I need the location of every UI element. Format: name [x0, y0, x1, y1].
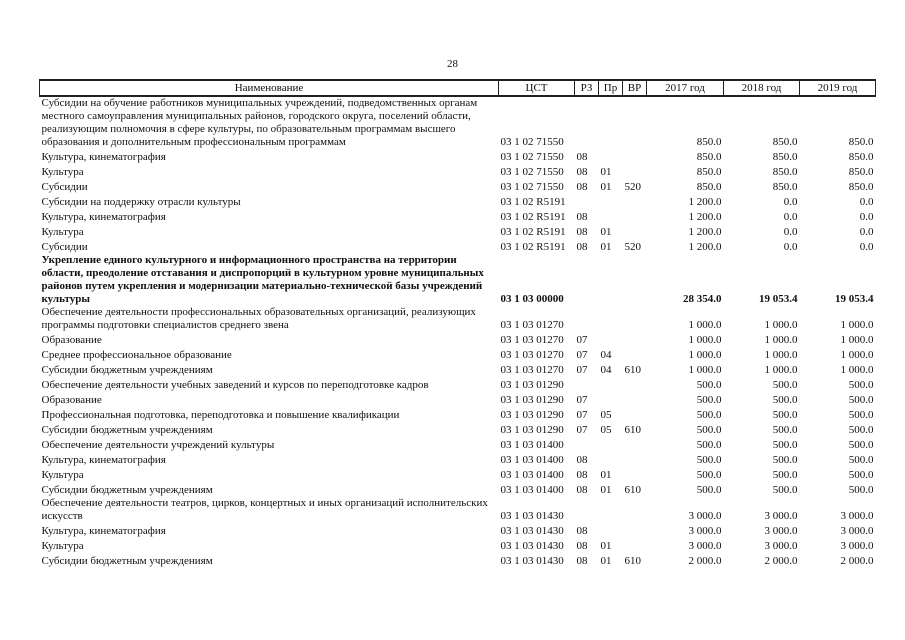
cell-pr: 04 — [600, 349, 612, 361]
cell-y2019: 500.0 — [848, 439, 874, 451]
cell-pr — [599, 497, 623, 523]
cell-cst: 03 1 02 R5191 — [500, 241, 566, 253]
cell-cst: 03 1 03 00000 — [500, 293, 564, 305]
cell-y2018: 19 053.4 — [759, 293, 798, 305]
cell-rz: 08 — [576, 469, 588, 481]
table-row — [40, 306, 876, 332]
cell-y2017: 1 200.0 — [688, 226, 722, 238]
table-row — [40, 179, 876, 194]
cell-y2018: 850.0 — [772, 151, 798, 163]
cell-cst: 03 1 02 71550 — [500, 166, 564, 178]
table-row — [40, 497, 876, 523]
cell-vr — [623, 164, 647, 179]
cell-y2018: 2 000.0 — [764, 555, 798, 567]
cell-y2018: 1 000.0 — [764, 349, 798, 361]
cell-rz: 07 — [576, 394, 588, 406]
cell-vr: 520 — [624, 241, 641, 253]
cell-pr: 05 — [600, 424, 612, 436]
cell-rz: 07 — [576, 364, 588, 376]
table-row — [40, 452, 876, 467]
cell-pr — [599, 254, 623, 306]
cell-rz — [575, 254, 599, 306]
cell-name: Обеспечение деятельности профессиональных образовательных организаций, реализующих программы подготовки специалистов среднего звена — [41, 306, 476, 331]
cell-cst: 03 1 03 01400 — [500, 469, 564, 481]
cell-y2019: 0.0 — [859, 241, 874, 253]
cell-cst: 03 1 03 01430 — [500, 525, 564, 537]
cell-y2017: 3 000.0 — [688, 540, 722, 552]
cell-y2017: 500.0 — [696, 439, 722, 451]
cell-y2017: 1 000.0 — [688, 364, 722, 376]
cell-vr — [623, 194, 647, 209]
cell-pr: 01 — [600, 166, 612, 178]
cell-pr: 04 — [600, 364, 612, 376]
cell-rz: 08 — [576, 151, 588, 163]
cell-pr — [599, 209, 623, 224]
cell-y2019: 1 000.0 — [840, 319, 874, 331]
cell-name: Обеспечение деятельности учреждений культуры — [41, 439, 275, 451]
cell-y2019: 500.0 — [848, 469, 874, 481]
table-row — [40, 422, 876, 437]
cell-y2017: 850.0 — [696, 166, 722, 178]
cell-cst: 03 1 03 01270 — [500, 364, 564, 376]
cell-rz — [575, 437, 599, 452]
cell-y2018: 850.0 — [772, 166, 798, 178]
table-row — [40, 467, 876, 482]
cell-vr — [623, 377, 647, 392]
cell-vr — [623, 96, 647, 149]
cell-cst: 03 1 02 R5191 — [500, 226, 566, 238]
cell-pr: 01 — [600, 469, 612, 481]
cell-name: Субсидии бюджетным учреждениям — [41, 555, 213, 567]
cell-y2018: 1 000.0 — [764, 334, 798, 346]
cell-y2018: 850.0 — [772, 181, 798, 193]
table-row — [40, 149, 876, 164]
cell-name: Субсидии бюджетным учреждениям — [41, 364, 213, 376]
cell-y2019: 0.0 — [859, 226, 874, 238]
cell-y2018: 500.0 — [772, 439, 798, 451]
cell-vr — [623, 497, 647, 523]
cell-vr — [623, 149, 647, 164]
cell-pr — [599, 96, 623, 149]
cell-name: Субсидии бюджетным учреждениям — [41, 424, 213, 436]
cell-y2017: 1 000.0 — [688, 349, 722, 361]
cell-vr — [623, 437, 647, 452]
cell-vr — [623, 523, 647, 538]
cell-vr: 610 — [624, 364, 641, 376]
cell-name: Образование — [41, 334, 102, 346]
cell-cst: 03 1 03 01270 — [500, 334, 564, 346]
cell-name: Образование — [41, 394, 102, 406]
cell-y2017: 1 000.0 — [688, 334, 722, 346]
cell-name: Профессиональная подготовка, переподготовка и повышение квалификации — [41, 409, 400, 421]
cell-y2017: 2 000.0 — [688, 555, 722, 567]
cell-cst: 03 1 03 01430 — [500, 540, 564, 552]
cell-y2017: 28 354.0 — [683, 293, 722, 305]
cell-cst: 03 1 03 01400 — [500, 439, 564, 451]
cell-y2019: 1 000.0 — [840, 364, 874, 376]
cell-name: Обеспечение деятельности учебных заведений и курсов по переподготовке кадров — [41, 379, 429, 391]
table-row — [40, 254, 876, 306]
cell-y2018: 1 000.0 — [764, 319, 798, 331]
cell-y2019: 500.0 — [848, 379, 874, 391]
cell-y2017: 3 000.0 — [688, 510, 722, 522]
cell-y2019: 500.0 — [848, 484, 874, 496]
col-header-pr: Пр — [599, 80, 623, 96]
cell-y2019: 3 000.0 — [840, 540, 874, 552]
cell-y2018: 500.0 — [772, 424, 798, 436]
table-row — [40, 239, 876, 254]
cell-vr — [623, 254, 647, 306]
cell-rz — [575, 377, 599, 392]
cell-y2019: 850.0 — [848, 151, 874, 163]
table-row — [40, 553, 876, 568]
cell-y2019: 850.0 — [848, 166, 874, 178]
cell-vr — [623, 347, 647, 362]
cell-rz: 08 — [576, 226, 588, 238]
table-row — [40, 407, 876, 422]
table-row — [40, 437, 876, 452]
cell-rz: 08 — [576, 525, 588, 537]
cell-vr — [623, 407, 647, 422]
cell-name: Субсидии на поддержку отрасли культуры — [41, 196, 241, 208]
cell-cst: 03 1 03 01290 — [500, 379, 564, 391]
cell-y2017: 500.0 — [696, 454, 722, 466]
table-row — [40, 224, 876, 239]
cell-name: Обеспечение деятельности театров, цирков, концертных и иных организаций исполнительских искусств — [41, 497, 488, 522]
col-header-name: Наименование — [40, 80, 499, 96]
cell-vr — [623, 392, 647, 407]
cell-y2019: 850.0 — [848, 181, 874, 193]
cell-y2019: 1 000.0 — [840, 334, 874, 346]
cell-vr: 520 — [624, 181, 641, 193]
cell-cst: 03 1 03 01290 — [500, 394, 564, 406]
cell-pr — [599, 452, 623, 467]
cell-y2019: 500.0 — [848, 424, 874, 436]
cell-rz — [575, 497, 599, 523]
cell-rz: 07 — [576, 349, 588, 361]
cell-y2019: 3 000.0 — [840, 510, 874, 522]
cell-y2017: 1 200.0 — [688, 196, 722, 208]
cell-cst: 03 1 02 71550 — [500, 136, 564, 148]
cell-name: Культура, кинематография — [41, 211, 166, 223]
cell-rz: 08 — [576, 181, 588, 193]
cell-vr — [623, 306, 647, 332]
cell-rz — [575, 306, 599, 332]
cell-pr: 01 — [600, 226, 612, 238]
table-row — [40, 347, 876, 362]
cell-name: Культура — [41, 166, 84, 178]
page-number: 28 — [447, 58, 458, 70]
cell-vr: 610 — [624, 484, 641, 496]
cell-y2017: 500.0 — [696, 379, 722, 391]
cell-name: Культура — [41, 540, 84, 552]
table-row — [40, 538, 876, 553]
cell-rz: 07 — [576, 334, 588, 346]
cell-y2018: 0.0 — [783, 226, 798, 238]
col-header-rz: РЗ — [575, 80, 599, 96]
cell-pr — [599, 149, 623, 164]
cell-cst: 03 1 03 01430 — [500, 555, 564, 567]
cell-name: Культура — [41, 226, 84, 238]
cell-pr: 01 — [600, 555, 612, 567]
cell-pr — [599, 523, 623, 538]
cell-name: Субсидии бюджетным учреждениям — [41, 484, 213, 496]
cell-cst: 03 1 03 01400 — [500, 454, 564, 466]
cell-cst: 03 1 03 01290 — [500, 409, 564, 421]
cell-y2018: 500.0 — [772, 454, 798, 466]
cell-y2018: 1 000.0 — [764, 364, 798, 376]
cell-pr: 01 — [600, 181, 612, 193]
table-row — [40, 164, 876, 179]
col-header-vr: ВР — [623, 80, 647, 96]
cell-y2018: 0.0 — [783, 211, 798, 223]
cell-y2019: 3 000.0 — [840, 525, 874, 537]
cell-rz: 08 — [576, 241, 588, 253]
cell-pr — [599, 306, 623, 332]
table-row — [40, 377, 876, 392]
cell-name: Среднее профессиональное образование — [41, 349, 232, 361]
cell-y2019: 500.0 — [848, 409, 874, 421]
budget-table — [39, 79, 876, 568]
cell-cst: 03 1 02 R5191 — [500, 211, 566, 223]
cell-name: Субсидии на обучение работников муниципальных учреждений, подведомственных органам местного самоуправления муниципальных районов, городского округа, поселений области, реализующим полномочия в сфере культуры, по образовательным программам высшего образования и дополнительным профессиональным программам — [41, 97, 478, 148]
col-header-2017: 2017 год — [647, 80, 724, 96]
cell-y2019: 1 000.0 — [840, 349, 874, 361]
table-header — [40, 80, 876, 96]
cell-cst: 03 1 03 01290 — [500, 424, 564, 436]
cell-name: Культура, кинематография — [41, 151, 166, 163]
cell-y2017: 850.0 — [696, 181, 722, 193]
cell-name: Субсидии — [41, 181, 88, 193]
cell-pr: 01 — [600, 241, 612, 253]
cell-y2018: 850.0 — [772, 136, 798, 148]
cell-rz: 08 — [576, 555, 588, 567]
cell-y2019: 0.0 — [859, 196, 874, 208]
cell-y2018: 500.0 — [772, 394, 798, 406]
cell-name: Субсидии — [41, 241, 88, 253]
cell-cst: 03 1 03 01270 — [500, 349, 564, 361]
cell-y2017: 500.0 — [696, 394, 722, 406]
cell-vr — [623, 224, 647, 239]
cell-rz: 08 — [576, 484, 588, 496]
cell-y2018: 3 000.0 — [764, 525, 798, 537]
col-header-2018: 2018 год — [724, 80, 800, 96]
cell-y2018: 3 000.0 — [764, 540, 798, 552]
cell-rz: 08 — [576, 166, 588, 178]
cell-y2019: 2 000.0 — [840, 555, 874, 567]
cell-y2017: 1 000.0 — [688, 319, 722, 331]
cell-rz: 07 — [576, 424, 588, 436]
table-row — [40, 482, 876, 497]
table-row — [40, 96, 876, 149]
cell-cst: 03 1 03 01400 — [500, 484, 564, 496]
cell-vr — [623, 538, 647, 553]
cell-cst: 03 1 02 71550 — [500, 151, 564, 163]
cell-name: Культура, кинематография — [41, 525, 166, 537]
cell-cst: 03 1 02 71550 — [500, 181, 564, 193]
cell-y2019: 0.0 — [859, 211, 874, 223]
cell-rz: 08 — [576, 540, 588, 552]
cell-y2017: 3 000.0 — [688, 525, 722, 537]
cell-y2019: 19 053.4 — [835, 293, 874, 305]
cell-y2018: 0.0 — [783, 241, 798, 253]
cell-name: Культура, кинематография — [41, 454, 166, 466]
table-row — [40, 209, 876, 224]
cell-vr: 610 — [624, 424, 641, 436]
cell-vr: 610 — [624, 555, 641, 567]
cell-pr — [599, 437, 623, 452]
cell-y2018: 500.0 — [772, 469, 798, 481]
cell-rz: 08 — [576, 211, 588, 223]
col-header-2019: 2019 год — [800, 80, 876, 96]
cell-y2019: 500.0 — [848, 454, 874, 466]
cell-y2017: 1 200.0 — [688, 211, 722, 223]
cell-y2019: 500.0 — [848, 394, 874, 406]
cell-pr — [599, 194, 623, 209]
table-body — [40, 96, 876, 568]
cell-name: Культура — [41, 469, 84, 481]
cell-pr — [599, 392, 623, 407]
cell-y2017: 850.0 — [696, 151, 722, 163]
cell-y2017: 500.0 — [696, 409, 722, 421]
cell-cst: 03 1 03 01270 — [500, 319, 564, 331]
cell-y2018: 500.0 — [772, 379, 798, 391]
table-row — [40, 523, 876, 538]
cell-pr: 01 — [600, 484, 612, 496]
cell-rz — [575, 96, 599, 149]
cell-cst: 03 1 03 01430 — [500, 510, 564, 522]
table-row — [40, 362, 876, 377]
cell-y2017: 850.0 — [696, 136, 722, 148]
cell-vr — [623, 452, 647, 467]
cell-vr — [623, 467, 647, 482]
cell-y2017: 500.0 — [696, 484, 722, 496]
cell-rz: 08 — [576, 454, 588, 466]
cell-y2018: 500.0 — [772, 484, 798, 496]
cell-pr: 05 — [600, 409, 612, 421]
cell-y2018: 500.0 — [772, 409, 798, 421]
cell-pr: 01 — [600, 540, 612, 552]
cell-rz — [575, 194, 599, 209]
table-row — [40, 392, 876, 407]
cell-name: Укрепление единого культурного и информационного пространства на территории области, преодоление отставания и диспропорций в культурном уровне муниципальных районов путем укрепления и модернизации материально-технической базы учреждений культуры — [41, 254, 484, 305]
cell-y2018: 0.0 — [783, 196, 798, 208]
cell-vr — [623, 209, 647, 224]
col-header-cst: ЦСТ — [499, 80, 575, 96]
table-row — [40, 194, 876, 209]
cell-y2018: 3 000.0 — [764, 510, 798, 522]
cell-y2017: 500.0 — [696, 469, 722, 481]
cell-y2017: 1 200.0 — [688, 241, 722, 253]
cell-vr — [623, 332, 647, 347]
cell-pr — [599, 332, 623, 347]
cell-y2017: 500.0 — [696, 424, 722, 436]
cell-pr — [599, 377, 623, 392]
cell-rz: 07 — [576, 409, 588, 421]
cell-cst: 03 1 02 R5191 — [500, 196, 566, 208]
table-row — [40, 332, 876, 347]
cell-y2019: 850.0 — [848, 136, 874, 148]
